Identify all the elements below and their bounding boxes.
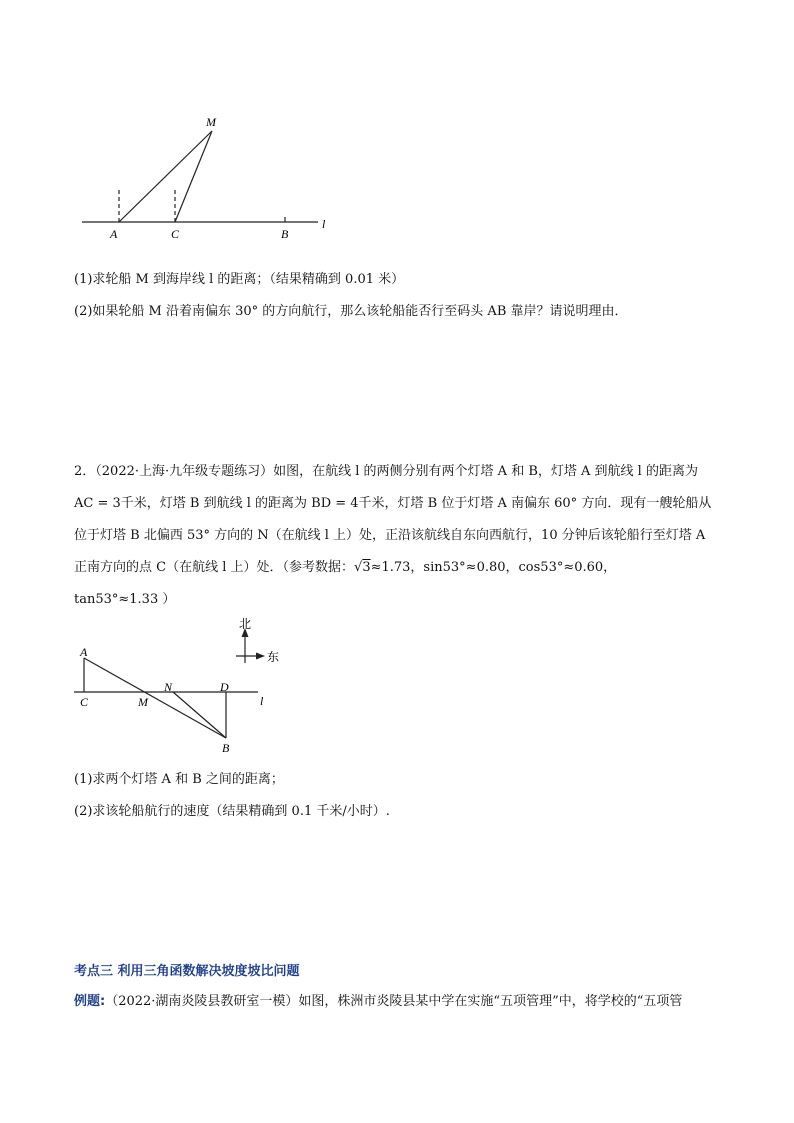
label-A2: A: [80, 645, 88, 659]
label-D2: D: [220, 680, 229, 694]
compass-east: 东: [267, 650, 280, 664]
segment-AM: [119, 131, 212, 222]
label-B2: B: [222, 741, 230, 755]
problem2-line2: AC = 3千米，灯塔 B 到航线 l 的距离为 BD = 4千米，灯塔 B 位于灯塔 A 南偏东 60° 方向．现有一艘轮船从: [74, 496, 712, 511]
problem2-q2: (2)求该轮船航行的速度（结果精确到 0.1 千米/小时）.: [74, 804, 390, 819]
label-l2: l: [260, 694, 264, 708]
problem2-line4-a: 正南方向的点 C（在航线 l 上）处．（参考数据：: [74, 560, 355, 575]
east-arrow-icon: [256, 653, 265, 660]
label-C: C: [171, 227, 180, 241]
figure-1-diagram: [70, 110, 350, 245]
example-text: （2022·湖南炎陵县教研室一模）如图，株洲市炎陵县某中学在实施“五项管理”中，将学校的“五项管: [105, 994, 683, 1009]
problem1-q1: (1)求轮船 M 到海岸线 l 的距离；（结果精确到 0.01 米）: [74, 272, 405, 287]
segment-CM: [175, 131, 212, 222]
label-N2: N: [164, 680, 173, 694]
label-C2: C: [80, 695, 89, 709]
segment-NB: [173, 692, 226, 738]
problem2-q1: (1)求两个灯塔 A 和 B 之间的距离；: [74, 772, 284, 787]
problem2-line1: 2．（2022·上海·九年级专题练习）如图，在航线 l 的两侧分别有两个灯塔 A 和 B，灯塔 A 到航线 l 的距离为: [74, 464, 698, 479]
problem2-sqrt3: 3: [362, 560, 371, 575]
figure-2-diagram: [70, 618, 300, 758]
compass-north: 北: [239, 618, 252, 631]
problem2-line4: 正南方向的点 C（在航线 l 上）处．（参考数据：√3≈1.73，sin53°≈0.80，cos53°≈0.60，: [74, 560, 617, 575]
problem2-line5: tan53°≈1.33 ）: [74, 592, 176, 607]
problem2-line3: 位于灯塔 B 北偏西 53° 方向的 N（在航线 l 上）处，正沿该航线自东向西航行，10 分钟后该轮船行至灯塔 A: [74, 528, 706, 543]
section3-heading: 考点三 利用三角函数解决坡度坡比问题: [74, 964, 300, 979]
segment-AB: [84, 658, 226, 738]
label-M: M: [206, 115, 216, 129]
label-A: A: [110, 227, 118, 241]
problem1-q2: (2)如果轮船 M 沿着南偏东 30° 的方向航行，那么该轮船能否行至码头 AB 靠岸？请说明理由．: [74, 304, 628, 319]
problem2-line4-b: ≈1.73，sin53°≈0.80，cos53°≈0.60，: [370, 560, 617, 575]
label-l: l: [322, 217, 326, 231]
label-B: B: [281, 227, 289, 241]
section3-example: [74, 993, 682, 1011]
example-label: 例题:: [74, 994, 106, 1009]
label-M2: M: [138, 695, 148, 709]
